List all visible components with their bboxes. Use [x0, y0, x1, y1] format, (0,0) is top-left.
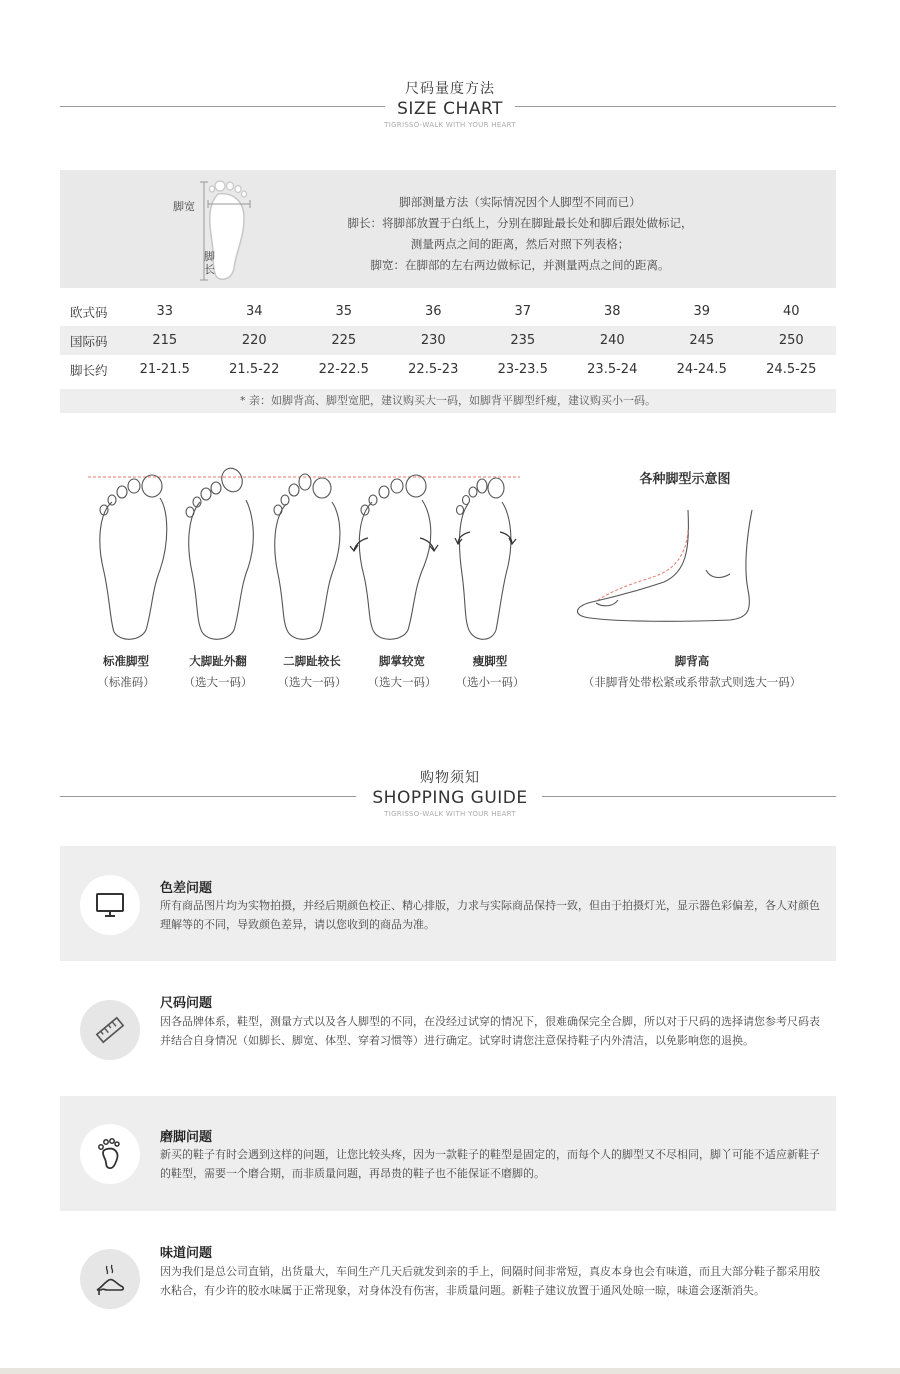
table-cell: 22-22.5 — [318, 362, 369, 377]
foot-type-label — [86, 653, 166, 690]
foot-types-title: 各种脚型示意图 — [639, 472, 731, 487]
foot-type-advice: （非脚背处带松紧或系带款式则选大一码） — [582, 675, 802, 689]
shopping-guide-tagline: TIGRISSO-WALK WITH YOUR HEART — [384, 810, 516, 818]
divider-right — [542, 796, 836, 797]
foot-type-label — [266, 653, 358, 690]
table-cell: 35 — [335, 304, 353, 319]
table-cell: 24-24.5 — [676, 362, 727, 377]
foot-type-advice: （选大一码） — [277, 675, 347, 689]
bottom-bar — [0, 1368, 900, 1374]
table-cell: 230 — [389, 326, 479, 355]
footprint-icon — [80, 1124, 140, 1184]
table-cell: 21.5-22 — [229, 362, 280, 377]
shopping-guide-title-cn: 购物须知 — [420, 770, 480, 786]
size-note: * 亲：如脚背高、脚型宽肥，建议购买大一码，如脚背平脚型纤瘦，建议购买小一码。 — [60, 389, 836, 413]
table-cell: 235 — [478, 326, 568, 355]
table-cell: 40 — [782, 304, 800, 319]
table-cell: 220 — [210, 326, 300, 355]
foot-measure-icon — [170, 176, 270, 286]
size-chart-title-cn: 尺码量度方法 — [405, 81, 495, 97]
table-cell: 21-21.5 — [139, 362, 190, 377]
high-heel-icon — [80, 1249, 140, 1309]
measure-line: 测量两点之间的距离，然后对照下列表格； — [410, 237, 630, 251]
foot-type-name: 二脚趾较长 — [283, 654, 341, 668]
foot-type-label — [444, 653, 536, 690]
guide-odor — [60, 1222, 836, 1337]
shopping-guide-title-en: SHOPPING GUIDE — [372, 788, 528, 808]
table-row-eu — [60, 297, 836, 326]
measure-instructions — [60, 170, 836, 288]
guide-title: 色差问题 — [160, 881, 213, 896]
table-cell: 39 — [693, 304, 711, 319]
measure-line: 脚宽：在脚部的左右两边做标记，并测量两点之间的距离。 — [370, 258, 670, 272]
table-cell: 38 — [603, 304, 621, 319]
table-cell: 215 — [120, 326, 210, 355]
guide-body: 因各品牌体系，鞋型，测量方式以及各人脚型的不同，在没经过试穿的情况下，很难确保完全合脚，所以对于尺码的选择请您参考尺码表并结合自身情况（如脚长、脚宽、体型、穿着习惯等）进行确定。试穿时请您注意保持鞋子内外清洁，以免影响您的退换。 — [160, 1015, 820, 1047]
table-cell: 23.5-24 — [587, 362, 638, 377]
table-row-intl — [60, 326, 836, 355]
size-chart-tagline: TIGRISSO-WALK WITH YOUR HEART — [384, 121, 516, 129]
table-cell: 36 — [424, 304, 442, 319]
foot-types-illustration — [0, 460, 900, 650]
foot-width-label: 脚宽 — [173, 200, 195, 213]
guide-title: 磨脚问题 — [160, 1130, 213, 1145]
table-cell: 34 — [245, 304, 263, 319]
foot-length-label: 脚长 — [204, 250, 215, 276]
measure-line: 脚长：将脚部放置于白纸上，分别在脚趾最长处和脚后跟处做标记， — [347, 216, 693, 230]
row-label: 脚长约 — [70, 362, 108, 378]
foot-type-name: 脚背高 — [674, 654, 710, 668]
foot-type-name: 大脚趾外翻 — [189, 654, 247, 668]
table-cell: 37 — [514, 304, 532, 319]
foot-type-advice: （选小一码） — [455, 675, 525, 689]
foot-type-label — [172, 653, 264, 690]
size-chart-header — [0, 78, 900, 129]
row-label: 欧式码 — [70, 304, 108, 320]
guide-body: 新买的鞋子有时会遇到这样的问题，让您比较头疼，因为一款鞋子的鞋型是固定的，而每个人的脚型又不尽相同，脚丫可能不适应新鞋子的鞋型，需要一个磨合期，而非质量问题，再昂贵的鞋子也不能保证不磨脚的。 — [160, 1148, 820, 1180]
row-label: 国际码 — [60, 326, 120, 355]
foot-type-advice: （选大一码） — [367, 675, 437, 689]
foot-types-section — [0, 460, 900, 700]
size-chart-title-en: SIZE CHART — [397, 99, 503, 119]
table-cell: 240 — [568, 326, 658, 355]
measure-method-text — [300, 192, 740, 276]
size-table — [60, 297, 836, 384]
table-cell: 22.5-23 — [408, 362, 459, 377]
foot-type-advice: （标准码） — [97, 675, 155, 689]
foot-type-label — [552, 653, 832, 690]
divider-left — [60, 796, 356, 797]
table-cell: 24.5-25 — [766, 362, 817, 377]
measure-line: 脚部测量方法（实际情况因个人脚型不同而已） — [399, 195, 641, 209]
table-cell: 245 — [657, 326, 747, 355]
divider-left — [60, 106, 385, 107]
table-row-length — [60, 355, 836, 384]
ruler-icon — [80, 1000, 140, 1060]
divider-right — [515, 106, 836, 107]
foot-type-advice: （选大一码） — [183, 675, 253, 689]
table-cell: 23-23.5 — [497, 362, 548, 377]
foot-type-name: 脚掌较宽 — [379, 654, 425, 668]
foot-type-label — [356, 653, 448, 690]
guide-color-difference — [60, 846, 836, 961]
foot-type-name: 标准脚型 — [103, 654, 149, 668]
guide-body: 因为我们是总公司直销，出货量大，车间生产几天后就发到亲的手上，间隔时间非常短，真皮本身也会有味道，而且大部分鞋子都采用胶水粘合，有少许的胶水味属于正常现象，对身体没有伤害，非质量问题。新鞋子建议放置于通风处晾一晾，味道会逐渐消失。 — [160, 1265, 820, 1297]
shopping-guide-header — [0, 767, 900, 818]
table-cell: 250 — [747, 326, 837, 355]
guide-title: 味道问题 — [160, 1246, 213, 1261]
table-cell: 33 — [156, 304, 174, 319]
monitor-icon — [80, 875, 140, 935]
table-cell: 225 — [299, 326, 389, 355]
guide-title: 尺码问题 — [160, 996, 213, 1011]
foot-type-name: 瘦脚型 — [472, 654, 508, 668]
guide-friction — [60, 1096, 836, 1211]
guide-body: 所有商品图片均为实物拍摄，并经后期颜色校正、精心排版，力求与实际商品保持一致，但由于拍摄灯光，显示器色彩偏差，各人对颜色理解等的不同，导致颜色差异，请以您收到的商品为准。 — [160, 899, 820, 931]
guide-size — [60, 972, 836, 1087]
